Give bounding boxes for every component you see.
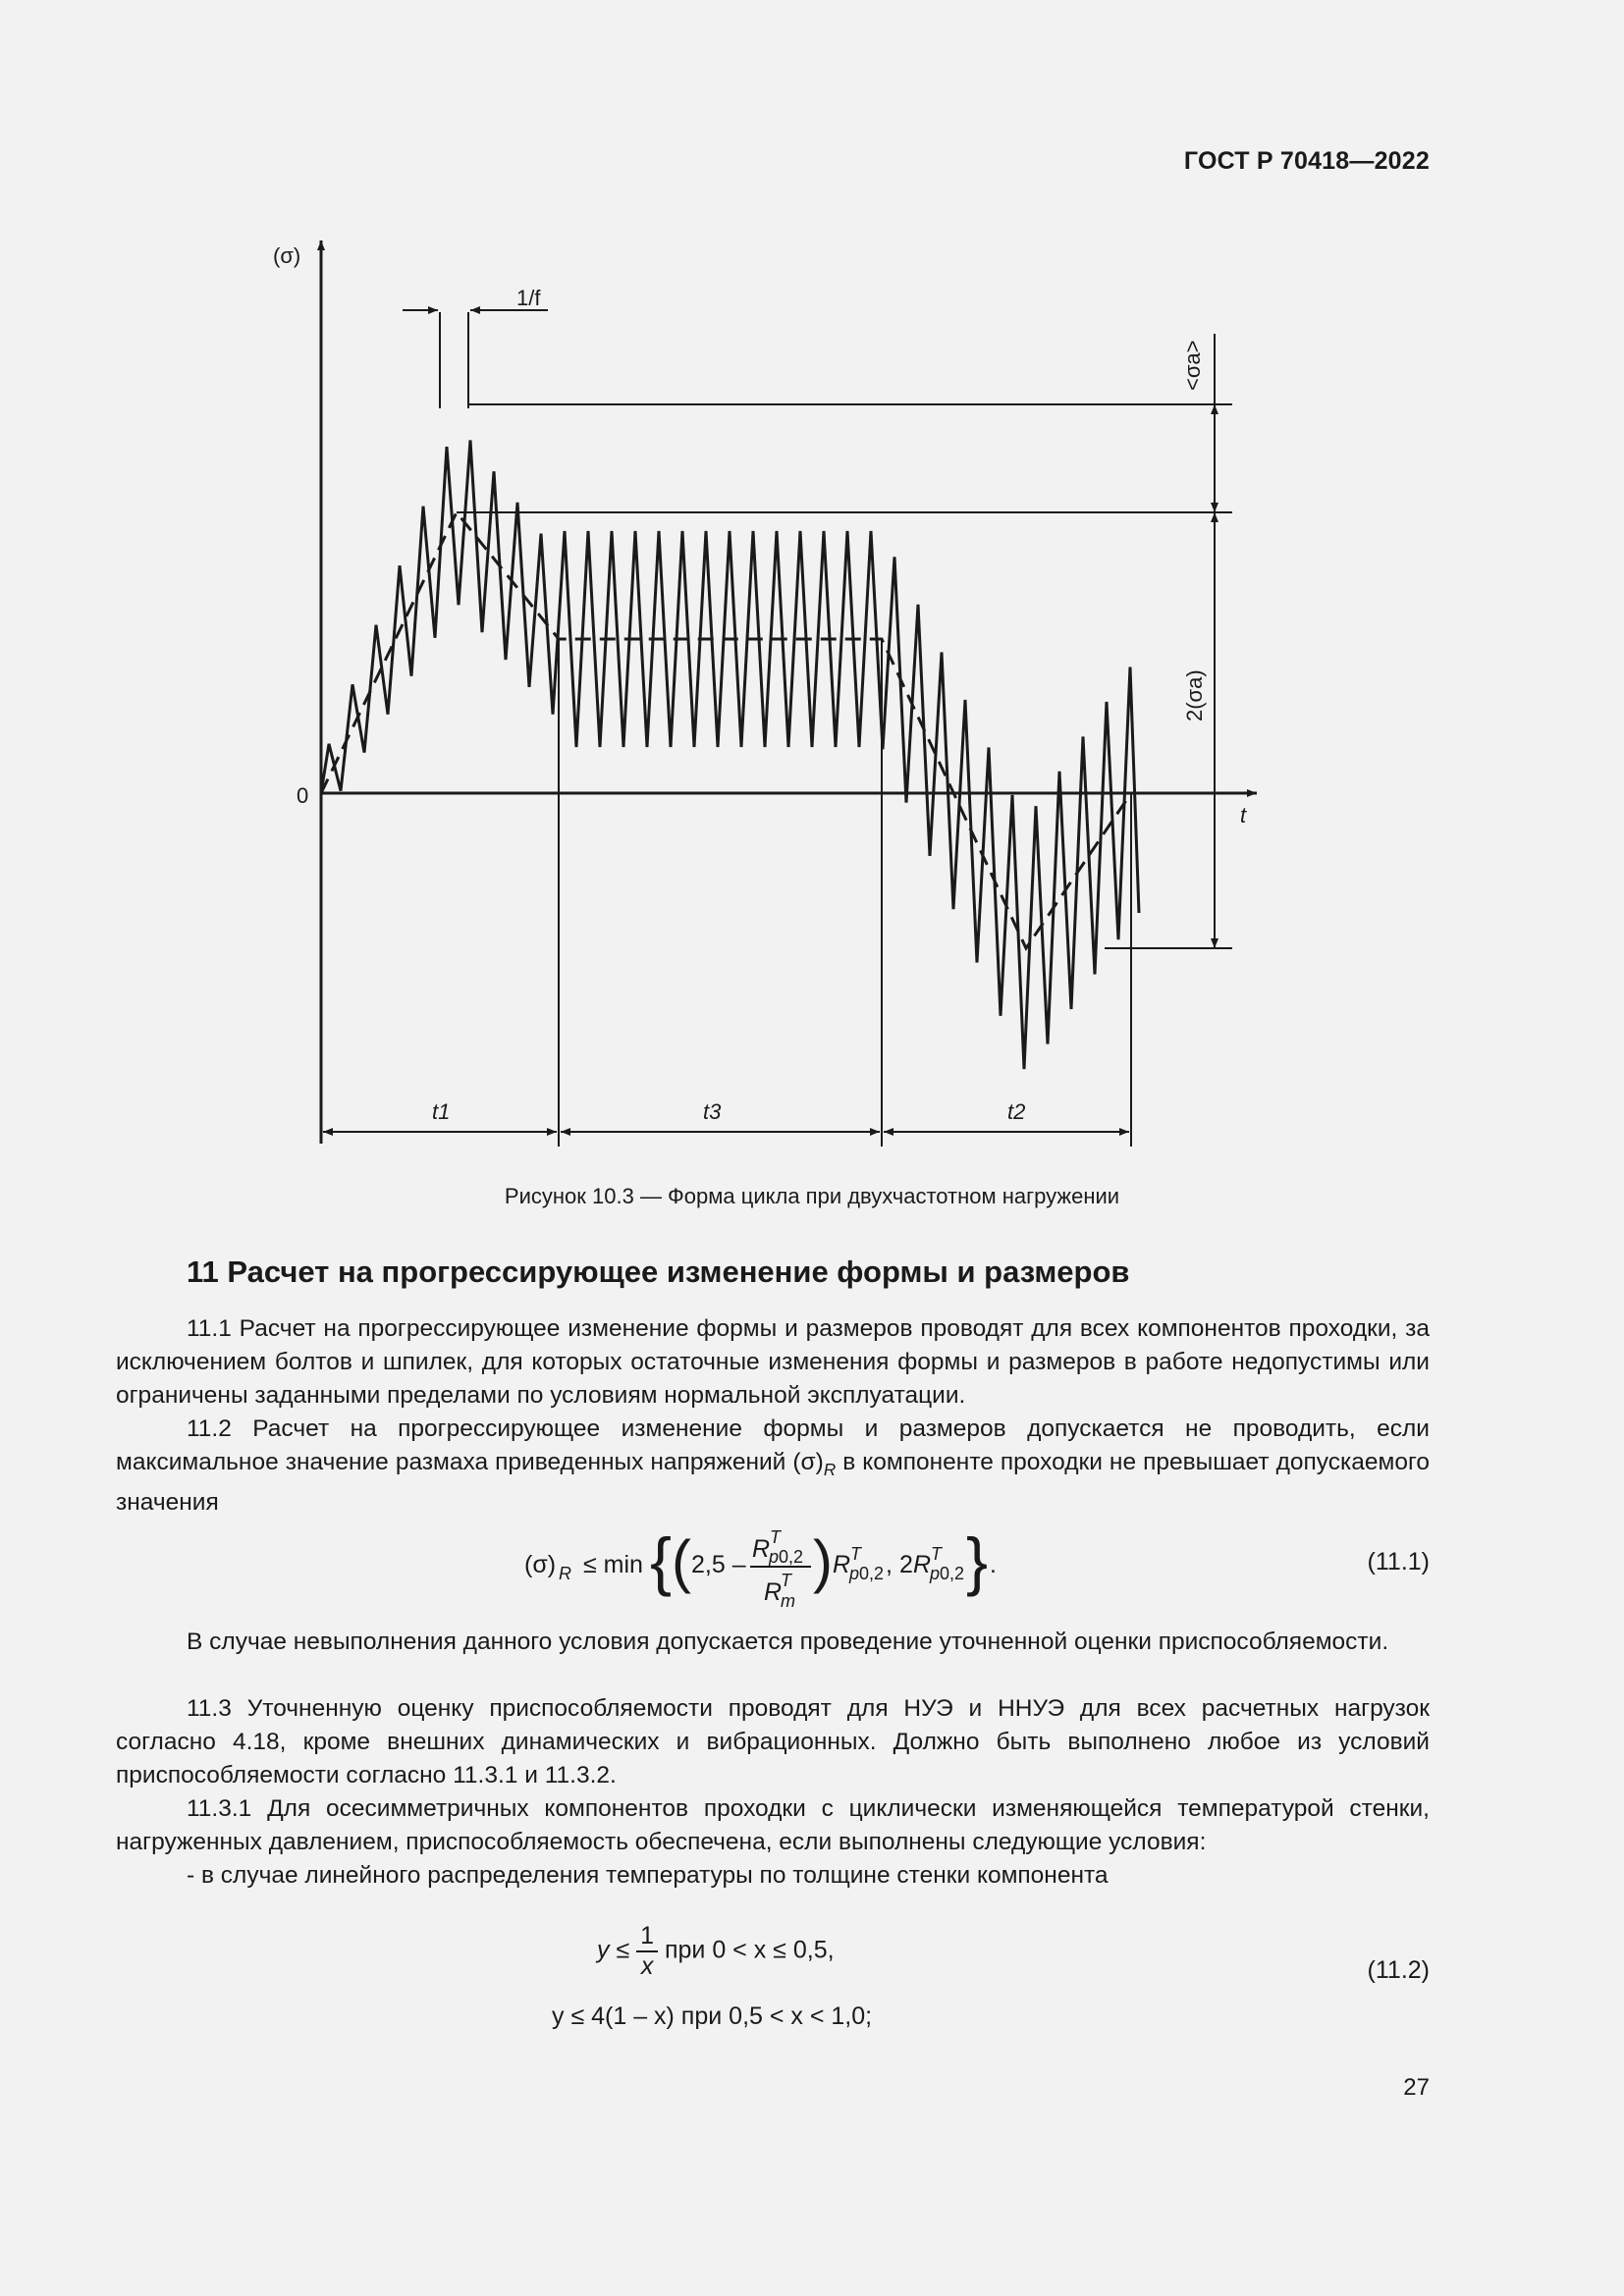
paragraph-11-3: 11.3 Уточненную оценку приспособляемости проводят для НУЭ и ННУЭ для всех расчетных нагрузок согласно 4.18, кроме внешних динамических и вибрационных. Должно быть выполнено любое из условий приспособляемости согласно 11.3.1 и 11.3.2. (116, 1695, 1430, 1789)
figure-caption: Рисунок 10.3 — Форма цикла при двухчастотном нагружении (504, 1184, 1120, 1208)
svg-text:2: 2 (899, 1551, 913, 1578)
formula-11-2-line-1: y ≤ $\frac{1}{x}$ при 0 < x ≤ 0,5, (597, 1922, 835, 1980)
formula-11-1 (524, 1517, 1035, 1615)
svg-text:R: R (559, 1564, 571, 1583)
formula-11-1-drawing (524, 1517, 1035, 1620)
svg-text:(σ): (σ) (524, 1551, 557, 1578)
svg-text:2,5 –: 2,5 – (691, 1551, 746, 1578)
paragraph-11-2: 11.2 Расчет на прогрессирующее изменение формы и размеров допускается не проводить, если максимальное значение размаха приведенных напряжений $(\sigma)_R$ в компоненте проходки не превышает допускаемого значения (116, 1415, 1431, 1516)
svg-text:{: { (650, 1524, 673, 1597)
svg-text:R: R (913, 1551, 932, 1578)
svg-text:0,2: 0,2 (779, 1547, 804, 1567)
svg-text:p: p (769, 1547, 780, 1567)
svg-text:.: . (990, 1551, 997, 1578)
section-title: 11 Расчет на прогрессирующее изменение формы и размеров (187, 1255, 1130, 1289)
svg-text:T: T (770, 1527, 781, 1547)
formula-11-2-line-2: y ≤ 4(1 – x) при 0,5 < x < 1,0; (552, 2002, 873, 2030)
page-number: 27 (1403, 2074, 1430, 2101)
svg-text:T: T (781, 1571, 791, 1590)
paragraph-11-3-1: 11.3.1 Для осесимметричных компонентов проходки с циклически изменяющейся температурой стенки, нагруженных давлением, приспособляемость обеспечена, если выполнены следующие условия: (116, 1795, 1430, 1855)
interval-label-t3: t3 (703, 1099, 722, 1124)
period-label: 1/f (516, 286, 541, 310)
equation-number-11-1: (11.1) (1367, 1548, 1430, 1575)
svg-text:0,2: 0,2 (859, 1564, 885, 1583)
svg-text:p: p (930, 1564, 941, 1583)
origin-label: 0 (297, 783, 309, 808)
svg-text:): ) (813, 1528, 833, 1594)
equation-number-11-2: (11.2) (1367, 1956, 1430, 1984)
paragraph-linear-distribution: - в случае линейного распределения температуры по толщине стенки компонента (187, 1862, 1109, 1889)
interval-label-t2: t2 (1007, 1099, 1026, 1124)
two-sigma-a-label: 2(σa) (1182, 669, 1207, 721)
svg-text:0,2: 0,2 (940, 1564, 965, 1583)
svg-text:T: T (850, 1544, 861, 1564)
load-zigzag (321, 441, 1139, 1070)
svg-text:≤ min: ≤ min (583, 1551, 643, 1578)
sigma-a-label: <σa> (1180, 340, 1205, 391)
paragraph-refined-assessment: В случае невыполнения данного условия допускается проведение уточненной оценки приспособляемости. (187, 1629, 1389, 1655)
svg-text:R: R (833, 1551, 851, 1578)
paragraph-11-1: 11.1 Расчет на прогрессирующее изменение формы и размеров проводят для всех компонентов проходки, за исключением болтов и шпилек, для которых остаточные изменения формы и размеров в работе недопустимы или ограничены заданными пределами по условиям нормальной эксплуатации. (116, 1315, 1430, 1409)
svg-text:R: R (764, 1578, 783, 1606)
svg-text:p: p (849, 1564, 860, 1583)
svg-text:R: R (752, 1535, 771, 1563)
svg-text:,: , (886, 1551, 893, 1578)
svg-text:}: } (966, 1524, 989, 1597)
interval-label-t1: t1 (432, 1099, 451, 1124)
x-axis-label: t (1240, 803, 1247, 828)
svg-text:T: T (931, 1544, 942, 1564)
svg-text:(: ( (672, 1528, 691, 1594)
y-axis-label: (σ) (273, 243, 301, 268)
formula-11-2-condition: при 0 < x ≤ 0,5, (664, 1936, 835, 1964)
svg-text:m: m (781, 1591, 795, 1611)
standard-header: ГОСТ Р 70418—2022 (1183, 147, 1430, 175)
